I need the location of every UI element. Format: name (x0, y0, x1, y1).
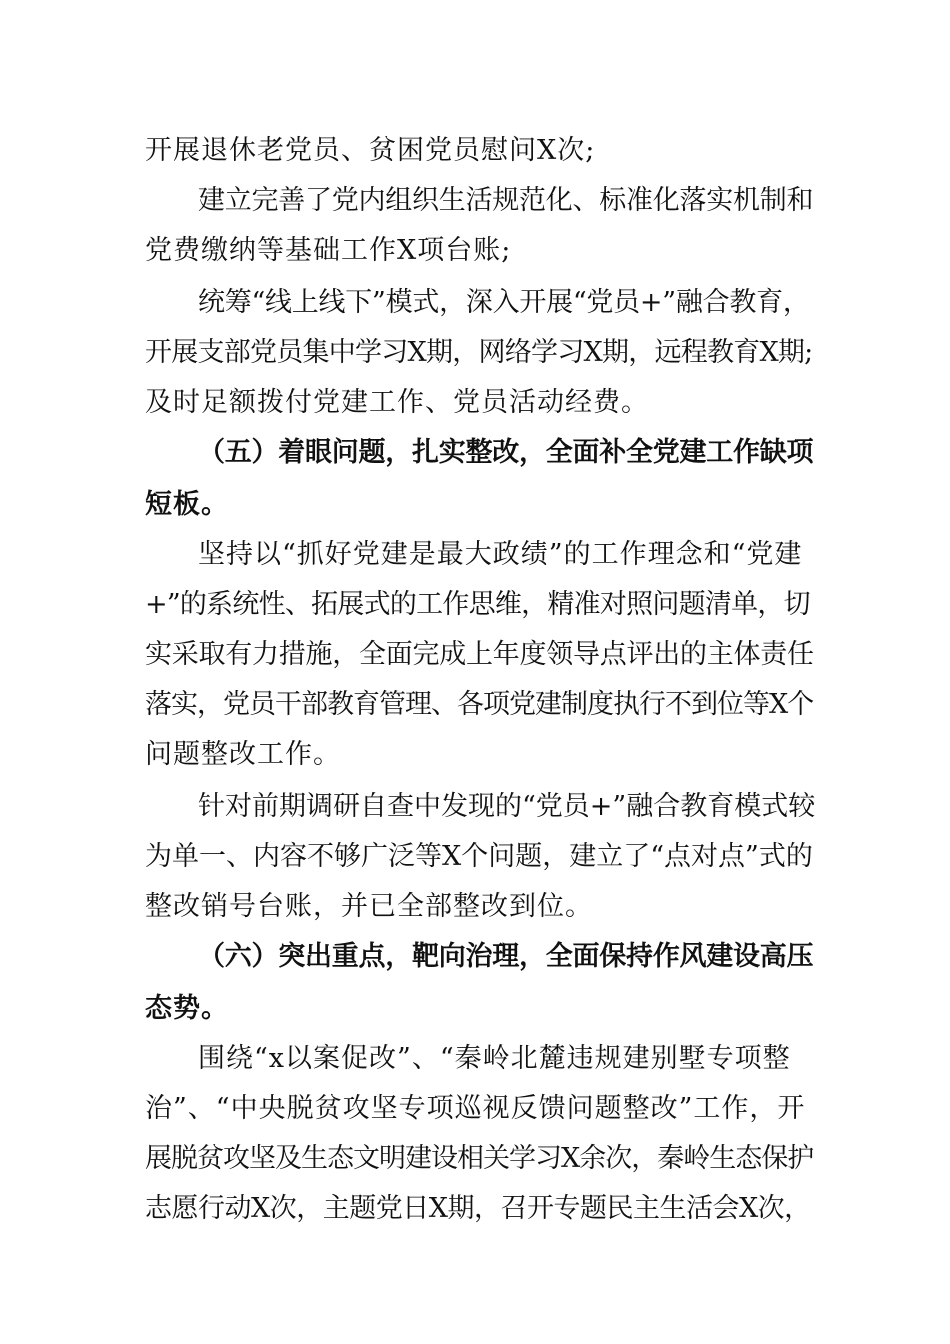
paragraph-line: 实采取有力措施，全面完成上年度领导点评出的主体责任 (145, 639, 814, 670)
paragraph-line: 开展退休老党员、贫困党员慰问X次; (145, 135, 596, 166)
paragraph-line: 及时足额拨付党建工作、党员活动经费。 (145, 387, 649, 418)
section-heading: （五）着眼问题，扎实整改，全面补全党建工作缺项 (198, 437, 814, 468)
paragraph-line: 党费缴纳等基础工作X项台账; (145, 235, 512, 266)
paragraph-line: 治”、“中央脱贫攻坚专项巡视反馈问题整改”工作，开 (145, 1093, 806, 1124)
section-heading: （六）突出重点，靶向治理，全面保持作风建设高压 (198, 941, 814, 972)
paragraph-line: 为单一、内容不够广泛等X个问题，建立了“点对点”式的 (145, 841, 813, 872)
paragraph-line: 落实，党员干部教育管理、各项党建制度执行不到位等X个 (145, 689, 814, 720)
section-heading: 态势。 (145, 993, 229, 1024)
section-heading: 短板。 (145, 489, 229, 520)
paragraph-line: 问题整改工作。 (145, 739, 341, 770)
paragraph-line: 坚持以“抓好党建是最大政绩”的工作理念和“党建 (198, 539, 803, 570)
paragraph-line: +”的系统性、拓展式的工作思维，精准对照问题清单，切 (145, 589, 810, 620)
paragraph-line: 展脱贫攻坚及生态文明建设相关学习X余次，秦岭生态保护 (145, 1143, 814, 1174)
paragraph-line: 统筹“线上线下”模式，深入开展“党员+”融合教育， (198, 287, 810, 318)
paragraph-line: 建立完善了党内组织生活规范化、标准化落实机制和 (198, 185, 814, 216)
paragraph-line: 整改销号台账，并已全部整改到位。 (145, 891, 593, 922)
paragraph-line: 志愿行动X次，主题党日X期，召开专题民主生活会X次， (145, 1193, 811, 1224)
paragraph-line: 针对前期调研自查中发现的“党员+”融合教育模式较 (198, 791, 816, 822)
paragraph-line: 开展支部党员集中学习X期，网络学习X期，远程教育X期; (145, 337, 813, 368)
paragraph-line: 围绕“x以案促改”、“秦岭北麓违规建别墅专项整 (198, 1043, 791, 1074)
